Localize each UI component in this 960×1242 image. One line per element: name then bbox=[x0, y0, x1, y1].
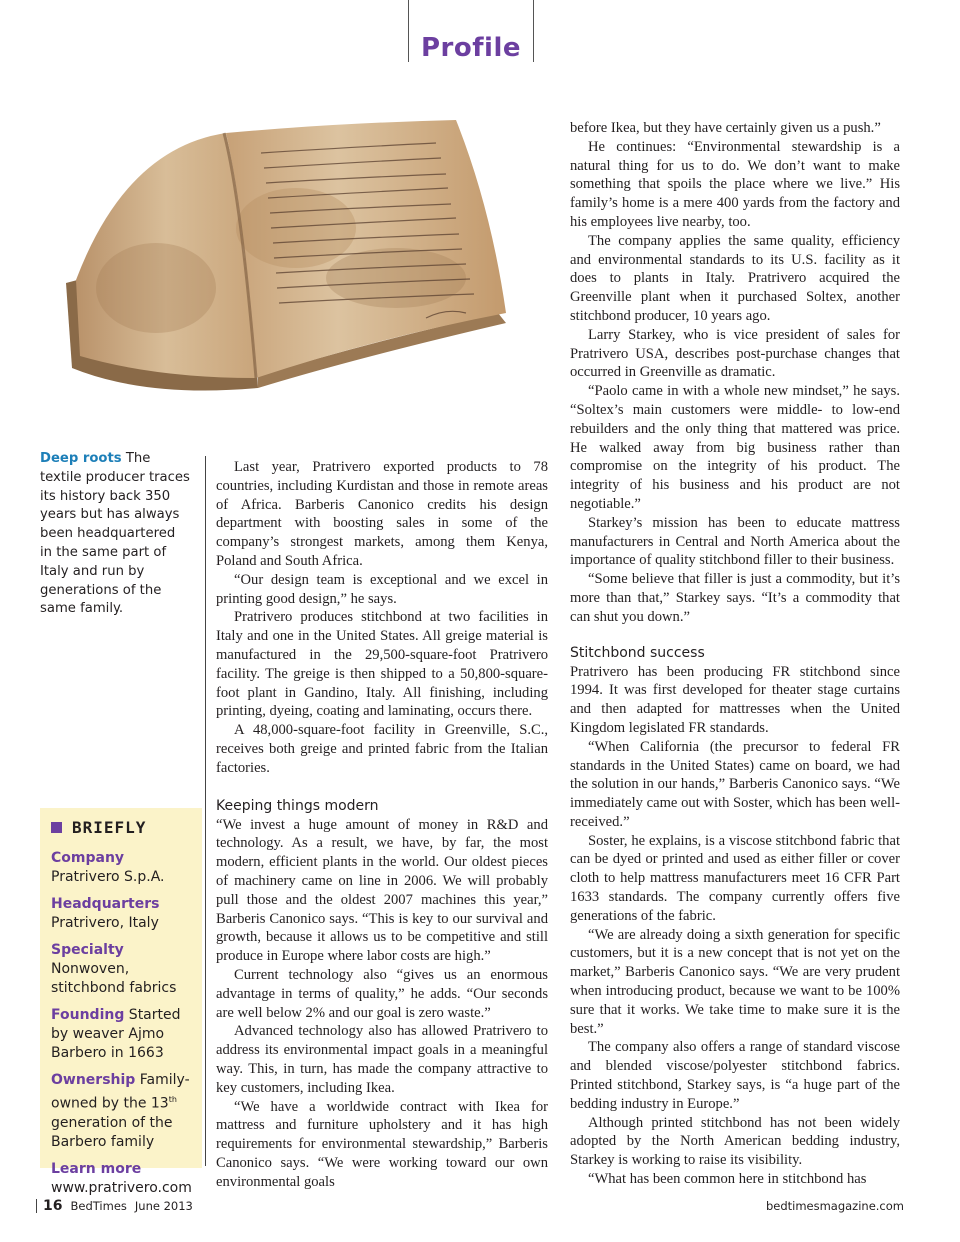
section-title: Profile bbox=[420, 33, 521, 63]
briefly-title: BRIEFLY bbox=[72, 818, 147, 837]
paragraph: “Paolo came in with a whole new mindset,” he says. “Soltex’s main customers were middle- to low-end rebuilders and the only thing that mattered was price. He walked away from big business rather than compromise on the integrity of his product. The integrity of his business and his product are not negotiable.” bbox=[570, 383, 900, 512]
paragraph: before Ikea, but they have certainly given us a push.” bbox=[570, 120, 881, 136]
caption-lead: Deep roots bbox=[40, 451, 122, 466]
old-book-photo bbox=[36, 108, 516, 408]
ownership-label: Ownership bbox=[51, 1072, 136, 1088]
paragraph: The company applies the same quality, efficiency and environmental standards to its U.S. facility as it does to plants in Italy. Pratrivero acquired the Greenville plant when it purchased Soltex, another stitchbond producer, 10 years ago. bbox=[570, 232, 900, 324]
company-label: Company bbox=[51, 850, 125, 866]
footer-left bbox=[36, 1198, 193, 1214]
photo-caption bbox=[40, 450, 190, 619]
paragraph: Larry Starkey, who is vice president of sales for Pratrivero USA, describes post-purchase changes that occurred in Greenville as dramatic. bbox=[570, 326, 900, 381]
caption-text: The textile producer traces its history back 350 years but has always been headquartered in the same part of Italy and run by generations of the same family. bbox=[40, 451, 190, 617]
footer-site[interactable]: bedtimesmagazine.com bbox=[765, 1199, 904, 1213]
article-column-right bbox=[570, 119, 900, 1189]
website-link[interactable]: www.pratrivero.com bbox=[51, 1179, 192, 1196]
column-divider bbox=[205, 456, 206, 1166]
paragraph: Pratrivero has been producing FR stitchbond since 1994. It was first developed for theater stage curtains and then adapted for mattresses when the United Kingdom legislated FR standards. bbox=[570, 663, 900, 736]
paragraph: Pratrivero produces stitchbond at two facilities in Italy and one in the United States. All greige material is manufactured in the 29,500-square-foot Pratrivero facility. The greige is then shipped to a 50,800-square-foot plant in Gandino, Italy. All finishing, including printing, dyeing, coating and laminating, occurs there. bbox=[216, 609, 548, 720]
ownership-value: Family-owned by the 13 bbox=[51, 1072, 190, 1112]
headquarters-value: Pratrivero, Italy bbox=[51, 915, 159, 931]
ownership-superscript: th bbox=[168, 1095, 177, 1104]
paragraph: Current technology also “gives us an enormous advantage in terms of quality,” he adds. “Our seconds are well below 2% and our goal is zero waste.” bbox=[216, 966, 548, 1021]
footer-divider bbox=[36, 1199, 37, 1213]
article-column-middle bbox=[216, 458, 548, 1191]
paragraph: A 48,000-square-foot facility in Greenville, S.C., receives both greige and printed fabric from the Italian factories. bbox=[216, 722, 548, 776]
founding-label: Founding bbox=[51, 1007, 125, 1023]
paragraph: Soster, he explains, is a viscose stitchbond fabric that can be dyed or printed and used as either filler or cover cloth to help mattress manufacturers meet 16 CFR Part 1633 standards. The company currently offers five generations of the fabric. bbox=[570, 832, 900, 924]
founding-value: Started by weaver Ajmo Barbero in 1663 bbox=[51, 1007, 181, 1061]
ownership-fact bbox=[51, 1071, 192, 1152]
paragraph: Starkey’s mission has been to educate mattress manufacturers in Central and North America about the importance of quality stitchbond filler to their business. bbox=[570, 514, 900, 569]
company-fact bbox=[51, 849, 192, 887]
specialty-fact bbox=[51, 941, 192, 998]
briefly-heading bbox=[51, 818, 192, 837]
paragraph: He continues: “Environmental stewardship is a natural thing for us to do. We don’t want to make something that spoils the place where we live.” His family’s home is a mere 400 yards from the factory and his employees live nearby, too. bbox=[570, 138, 900, 230]
specialty-label: Specialty bbox=[51, 942, 124, 958]
paragraph: “Our design team is exceptional and we excel in printing good design,” he says. bbox=[216, 571, 548, 607]
paragraph: “What has been common here in stitchbond has bbox=[588, 1171, 867, 1188]
issue-date: June 2013 bbox=[134, 1199, 193, 1213]
headquarters-fact bbox=[51, 895, 192, 933]
page-number: 16 bbox=[43, 1198, 63, 1214]
headquarters-label: Headquarters bbox=[51, 896, 160, 912]
publication-name: BedTimes bbox=[70, 1199, 127, 1213]
paragraph: “We invest a huge amount of money in R&D and technology. As a result, we have, by far, the most modern, efficient plants in the world. Our oldest pieces of machinery came on line in 2006. We will probably pull those and the oldest 2007 machines this year,” Barberis Canonico says. “This is key to our survival and growth, because it allows us to be competitive and still produce in Europe where labor costs are high.” bbox=[216, 816, 548, 965]
learn-more-fact bbox=[51, 1160, 192, 1198]
paragraph: Last year, Pratrivero exported products to 78 countries, including Kurdistan and those in remote areas of Africa. Barberis Canonico credits his design department with boosting sales in some of the company’s strongest markets, among them Kenya, Poland and South Africa. bbox=[216, 459, 548, 569]
paragraph: Advanced technology also has allowed Pratrivero to address its environmental impact goals in a meaningful way. This, in turn, has made the company attractive to key customers, including Ikea. bbox=[216, 1023, 548, 1096]
company-value: Pratrivero S.p.A. bbox=[51, 869, 165, 885]
square-bullet-icon bbox=[51, 822, 62, 833]
founding-fact bbox=[51, 1006, 192, 1063]
specialty-value: Nonwoven, stitchbond fabrics bbox=[51, 961, 177, 996]
learn-more-label: Learn more bbox=[51, 1160, 142, 1177]
subheading: Stitchbond success bbox=[570, 644, 705, 661]
paragraph: “When California (the precursor to federal FR standards in the United States) came on board, we had the solution in our hands,” Barberis Canonico says. “We immediately came out with Soster, which has been well-received.” bbox=[570, 738, 900, 830]
section-tag bbox=[408, 0, 534, 62]
paragraph: “We have a worldwide contract with Ikea for mattress and furniture upholstery and it has high requirements for environmental stewardship,” Barberis Canonico says. “We were working toward our own environmental goals bbox=[216, 1098, 548, 1190]
briefly-box bbox=[40, 808, 202, 1196]
paragraph: “We are already doing a sixth generation for specific customers, but it is a new concept that is not yet on the market,” Barberis Canonico says. “We are very prudent when introducing product, because we want to be 100% sure that it works. We take time to make sure it is the best.” bbox=[570, 926, 900, 1037]
ownership-value-end: generation of the Barbero family bbox=[51, 1114, 173, 1150]
subheading: Keeping things modern bbox=[216, 797, 379, 814]
paragraph: “Some believe that filler is just a commodity, but it’s more than that,” Starkey says. “It’s a commodity that can shut you down.” bbox=[570, 571, 900, 625]
paragraph: Although printed stitchbond has not been widely adopted by the North American bedding industry, Starkey is working to raise its visibility. bbox=[570, 1114, 900, 1169]
paragraph: The company also offers a range of standard viscose and blended viscose/polyester stitchbond fabrics. Printed stitchbond, Starkey says, is “a huge part of the bedding industry in Europe.” bbox=[570, 1039, 900, 1112]
